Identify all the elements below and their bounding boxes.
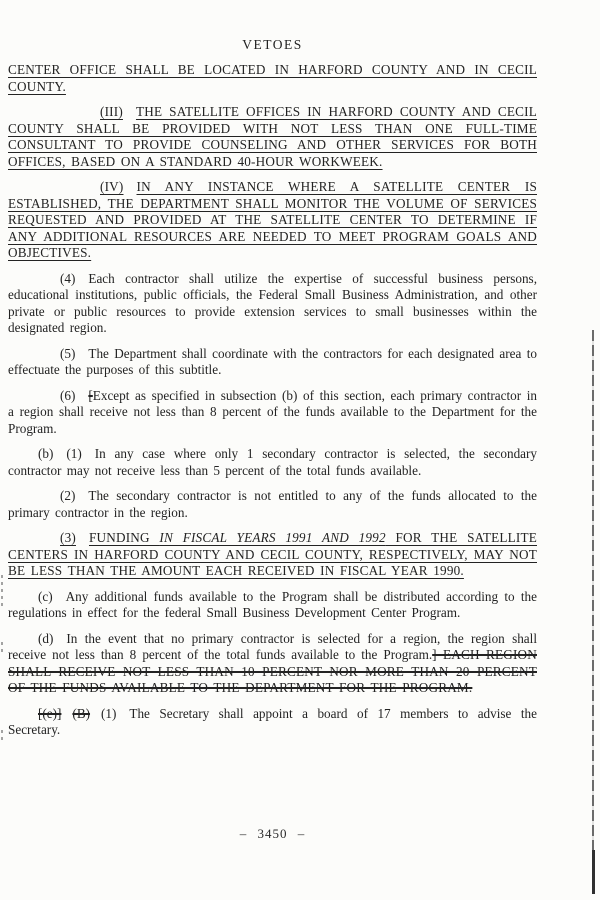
- paragraph-text-rest: FOR THE SATELLITE CENTERS IN HARFORD COUNTY AND CECIL COUNTY, RESPECTIVELY, MAY NOT BE LESS THAN THE AMOUNT EACH RECEIVED IN FISCAL YEAR 1990.: [8, 530, 537, 578]
- paragraph-text-lead: FUNDING: [88, 530, 160, 545]
- struck-bracketed-letter: [(e)]: [38, 705, 62, 721]
- paragraph-2: [8, 488, 537, 521]
- paragraph-text: Each contractor shall utilize the expertise of successful business persons, educational institutions, public officials, the Federal Small Business Administration, and other private or public resources to provide extension services to small businesses within the designated region.: [8, 270, 537, 335]
- paragraph-continuation: CENTER OFFICE SHALL BE LOCATED IN HARFORD COUNTY AND IN CECIL COUNTY.: [8, 62, 537, 94]
- struck-letter: (B): [72, 705, 91, 721]
- paragraph-text: In any case where only 1 secondary contractor is selected, the secondary contractor may not receive less than 5 percent of the total funds available.: [8, 446, 537, 478]
- paragraph-number: (IV): [100, 179, 124, 194]
- paragraph-number: (6): [60, 387, 76, 403]
- paragraph-text: In the event that no primary contractor is selected for a region, the region shall receive not less than 8 percent of the total funds available to the Program.: [8, 630, 537, 662]
- paragraph-b1: [8, 446, 537, 479]
- paragraph-number: (3): [60, 530, 76, 545]
- paragraph-number: (b): [38, 446, 54, 461]
- page-header: VETOES: [242, 37, 303, 52]
- paragraph-d: [8, 631, 537, 697]
- paragraph-number: (1): [101, 705, 117, 721]
- paragraph-iii: [8, 104, 537, 170]
- page-number: – 3450 –: [239, 826, 306, 841]
- paragraph-c: [8, 589, 537, 622]
- paragraph-5: [8, 346, 537, 379]
- paragraph-e: [8, 706, 537, 739]
- scan-margin-mark: [1, 575, 3, 609]
- paragraph-text: Except as specified in subsection (b) of this section, each primary contractor in a region shall receive not less than 8 percent of the funds available to the Department for the Program.: [8, 387, 537, 436]
- paragraph-number: (c): [38, 588, 53, 604]
- paragraph-4: [8, 271, 537, 337]
- paragraph-number: (III): [100, 104, 123, 119]
- paragraph-number: (4): [60, 270, 76, 286]
- paragraph-text: The Department shall coordinate with the contractors for each designated area to effectuate the purposes of this subtitle.: [8, 345, 537, 377]
- scan-line-artifact-dark: [592, 850, 595, 894]
- paragraph-text: THE SATELLITE OFFICES IN HARFORD COUNTY AND CECIL COUNTY SHALL BE PROVIDED WITH NOT LESS THAN ONE FULL-TIME CONSULTANT TO PROVIDE COUNSELING AND OTHER SERVICES FOR BOTH OFFICES, BASED ON A STANDARD 40-HOUR WORKWEEK.: [8, 104, 537, 169]
- paragraph-text-italic: IN FISCAL YEARS 1991 AND 1992: [159, 530, 386, 545]
- paragraph-6: [8, 388, 537, 438]
- struck-text: ] EACH REGION SHALL RECEIVE NOT LESS THAN 10 PERCENT NOR MORE THAN 20 PERCENT OF THE FUNDS AVAILABLE TO THE DEPARTMENT FOR THE PROGRAM.: [8, 647, 537, 695]
- document-content: [8, 62, 537, 748]
- paragraph-number: (2): [60, 488, 76, 503]
- scan-line-artifact: [592, 330, 594, 850]
- paragraph-text: Any additional funds available to the Program shall be distributed according to the regulations in effect for the federal Small Business Development Center Program.: [8, 588, 537, 620]
- paragraph-text: The secondary contractor is not entitled to any of the funds allocated to the primary contractor in the region.: [8, 488, 537, 520]
- paragraph-number: (5): [60, 345, 76, 361]
- struck-bracket: [: [88, 387, 93, 403]
- paragraph-subnumber: (1): [66, 446, 82, 461]
- paragraph-number: (d): [38, 630, 54, 646]
- paragraph-text: IN ANY INSTANCE WHERE A SATELLITE CENTER IS ESTABLISHED, THE DEPARTMENT SHALL MONITOR THE VOLUME OF SERVICES REQUESTED AND PROVIDED AT THE SATELLITE CENTER TO DETERMINE IF ANY ADDITIONAL RESOURCES ARE NEEDED TO MEET PROGRAM GOALS AND OBJECTIVES.: [8, 179, 537, 260]
- paragraph-text: The Secretary shall appoint a board of 17 members to advise the Secretary.: [8, 705, 537, 737]
- paragraph-iv: [8, 179, 537, 262]
- scan-margin-mark: [1, 642, 3, 656]
- paragraph-3: [8, 530, 537, 580]
- scan-margin-mark: [1, 730, 3, 740]
